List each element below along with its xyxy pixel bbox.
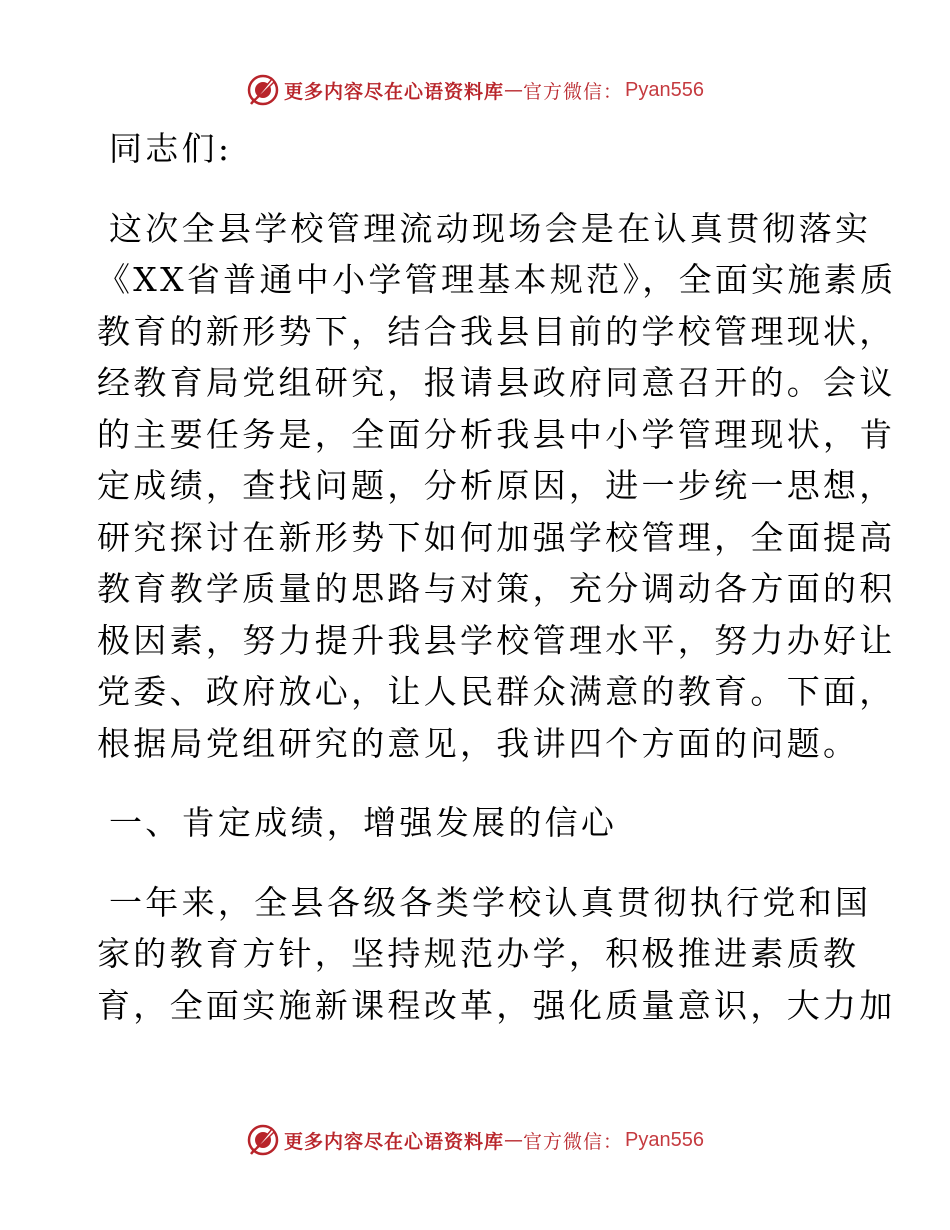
- text-line: 教育的新形势下，结合我县目前的学校管理现状，: [97, 311, 896, 351]
- brand-logo-icon: [246, 73, 280, 107]
- text-line: 这次全县学校管理流动现场会是在认真贯彻落实: [109, 208, 872, 248]
- greeting: 同志们:: [109, 129, 233, 168]
- watermark-banner-top: [0, 70, 950, 110]
- text-line: 的主要任务是，全面分析我县中小学管理现状，肯: [97, 414, 896, 454]
- text-line: 党委、政府放心，让人民群众满意的教育。下面，: [97, 672, 896, 711]
- watermark-brand-text: 更多内容尽在心语资料库: [284, 80, 505, 103]
- watermark-separator: —: [504, 1129, 524, 1151]
- section-heading: 一、肯定成绩，增强发展的信心: [109, 803, 618, 842]
- text-line: 经教育局党组研究，报请县政府同意召开的。会议: [97, 363, 896, 402]
- watermark-banner-bottom: [0, 1120, 950, 1160]
- watermark-wechat-id: Pyan556: [625, 1128, 704, 1151]
- watermark-wechat-id: Pyan556: [625, 78, 704, 101]
- text-line: 育，全面实施新课程改革，强化质量意识，大力加: [97, 985, 896, 1025]
- text-line: 研究探讨在新形势下如何加强学校管理，全面提高: [97, 517, 896, 557]
- document-body: [97, 123, 897, 1031]
- watermark-brand-text: 更多内容尽在心语资料库: [284, 1130, 505, 1153]
- text-line: 家的教育方针，坚持规范办学，积极推进素质教: [97, 934, 860, 973]
- text-line: 根据局党组研究的意见，我讲四个方面的问题。: [97, 723, 860, 763]
- paragraph-2: [97, 877, 896, 1032]
- brand-logo-icon: [246, 1123, 280, 1157]
- text-line: 《XX省普通中小学管理基本规范》，全面实施素质: [97, 260, 897, 299]
- text-line: 极因素，努力提升我县学校管理水平，努力办好让: [97, 620, 896, 660]
- text-line: 教育教学质量的思路与对策，充分调动各方面的积: [97, 569, 896, 608]
- text-line: 一年来，全县各级各类学校认真贯彻执行党和国: [109, 882, 872, 922]
- watermark-wechat-label: 官方微信：: [523, 80, 624, 103]
- watermark-wechat-label: 官方微信：: [523, 1130, 624, 1153]
- watermark-separator: —: [504, 79, 524, 101]
- text-line: 定成绩，查找问题，分析原因，进一步统一思想，: [97, 466, 896, 505]
- paragraph-1: [97, 203, 897, 770]
